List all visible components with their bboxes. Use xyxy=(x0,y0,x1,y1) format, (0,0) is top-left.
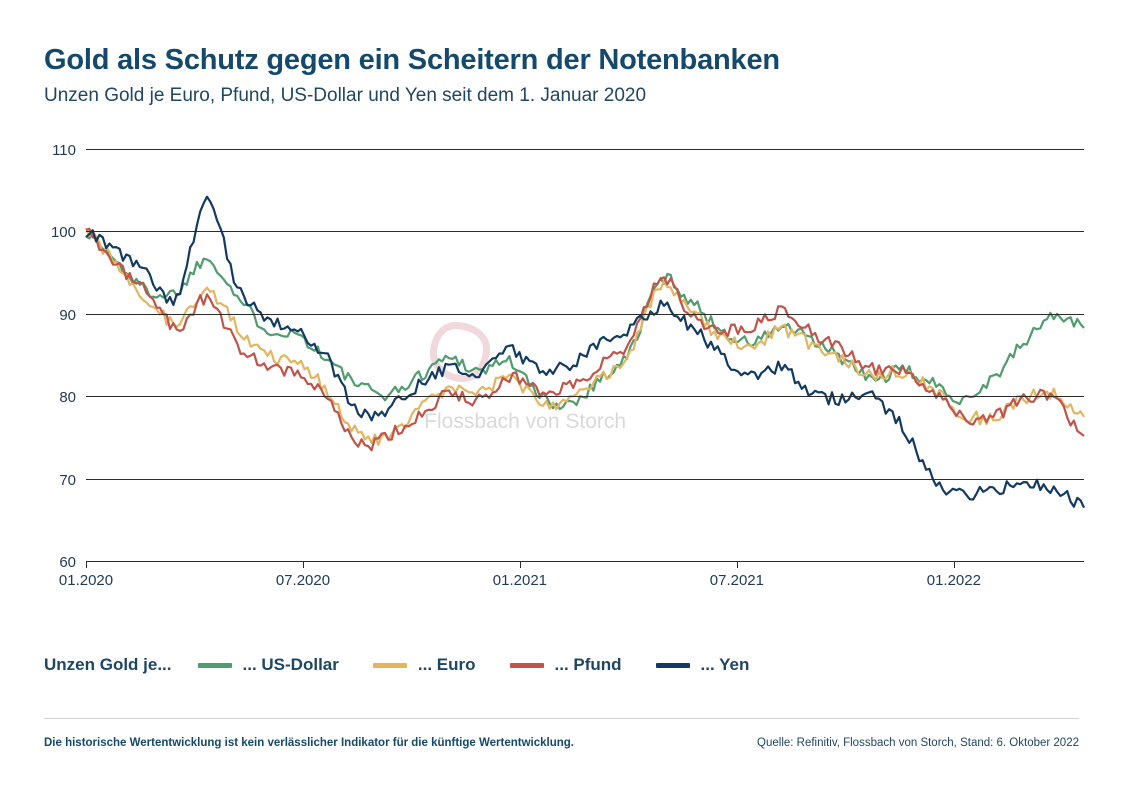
gridline-70 xyxy=(86,479,1084,480)
x-tick-label-01.2022: 01.2022 xyxy=(926,572,981,589)
y-tick-label-80: 80 xyxy=(59,389,76,407)
gridline-60 xyxy=(86,561,1084,562)
gridline-110 xyxy=(86,149,1084,150)
x-tick-mark-01.2022 xyxy=(954,562,955,568)
header xyxy=(44,44,1084,108)
gridline-100 xyxy=(86,231,1084,232)
y-tick-label-90: 90 xyxy=(59,306,76,324)
watermark-text: Flossbach von Storch xyxy=(424,409,627,433)
legend-swatch-euro xyxy=(373,663,407,668)
x-tick-mark-01.2020 xyxy=(86,562,87,568)
legend-label-usd: ... US-Dollar xyxy=(242,655,339,674)
x-tick-mark-01.2021 xyxy=(520,562,521,568)
series-line-2 xyxy=(86,229,1084,450)
disclaimer-text: Die historische Wertentwicklung ist kein verlässlicher Indikator für die künftige Wertentwicklung. xyxy=(44,737,574,749)
y-tick-label-70: 70 xyxy=(59,471,76,489)
plot-area xyxy=(50,142,1084,589)
legend-title: Unzen Gold je... xyxy=(44,655,172,674)
legend xyxy=(44,655,783,675)
series-lines xyxy=(86,150,1084,562)
y-tick-label-60: 60 xyxy=(59,554,76,571)
x-tick-mark-07.2020 xyxy=(303,562,304,568)
x-tick-label-07.2021: 07.2021 xyxy=(709,572,765,589)
legend-swatch-usd xyxy=(198,663,232,668)
legend-label-yen: ... Yen xyxy=(700,655,750,674)
page-subtitle: Unzen Gold je Euro, Pfund, US-Dollar und Yen seit dem 1. Januar 2020 xyxy=(44,85,647,107)
x-tick-mark-07.2021 xyxy=(737,562,738,568)
legend-swatch-yen xyxy=(656,663,690,668)
x-tick-label-01.2021: 01.2021 xyxy=(492,572,548,589)
y-tick-label-110: 110 xyxy=(52,142,76,159)
gridline-90 xyxy=(86,314,1084,315)
plot-inner xyxy=(50,142,1084,589)
footer-divider xyxy=(44,718,1079,719)
gridline-80 xyxy=(86,396,1084,397)
legend-item-euro[interactable] xyxy=(373,655,476,675)
legend-item-yen[interactable] xyxy=(656,655,750,675)
series-line-3 xyxy=(86,197,1084,508)
legend-item-pfund[interactable] xyxy=(510,655,622,675)
legend-label-pfund: ... Pfund xyxy=(554,655,622,674)
x-tick-label-07.2020: 07.2020 xyxy=(275,572,331,589)
source-text: Quelle: Refinitiv, Flossbach von Storch, Stand: 6. Oktober 2022 xyxy=(757,737,1079,749)
page-title: Gold als Schutz gegen ein Scheitern der Notenbanken xyxy=(44,44,780,76)
y-tick-label-100: 100 xyxy=(50,224,76,242)
series-line-1 xyxy=(86,228,1084,445)
legend-swatch-pfund xyxy=(510,663,544,668)
legend-item-usd[interactable] xyxy=(198,655,339,675)
legend-label-euro: ... Euro xyxy=(417,655,476,674)
chart-container xyxy=(44,140,1084,620)
x-tick-label-01.2020: 01.2020 xyxy=(58,572,114,589)
